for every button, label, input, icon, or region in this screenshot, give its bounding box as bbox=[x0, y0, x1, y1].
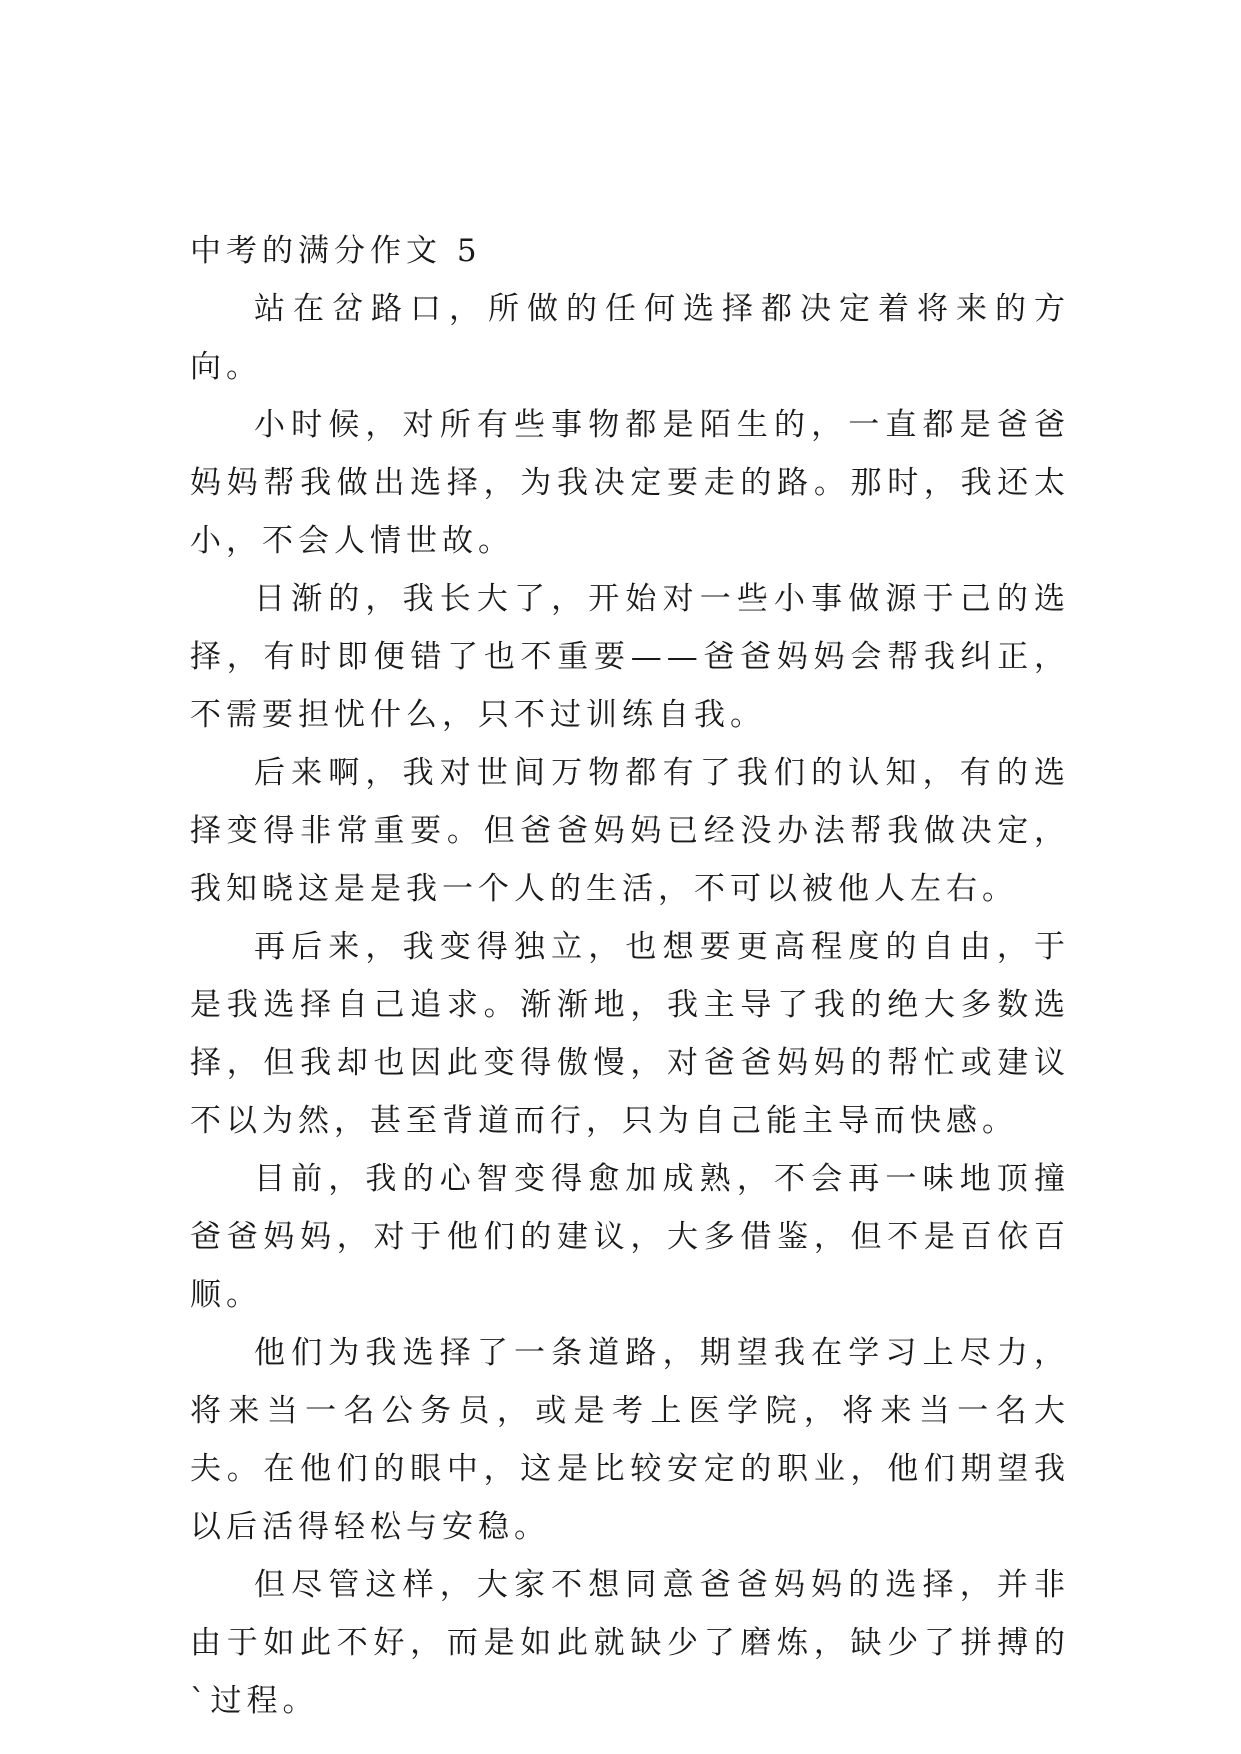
paragraph-6: 目前，我的心智变得愈加成熟，不会再一味地顶撞爸爸妈妈，对于他们的建议，大多借鉴，但不是百依百顺。 bbox=[190, 1161, 1070, 1313]
essay-body bbox=[190, 222, 1070, 1730]
paragraph-5: 再后来，我变得独立，也想要更高程度的自由，于是我选择自己追求。渐渐地，我主导了我的绝大多数选择，但我却也因此变得傲慢，对爸爸妈妈的帮忙或建议不以为然，甚至背道而行，只为自己能主导而快感。 bbox=[190, 929, 1070, 1139]
essay-title: 中考的满分作文 5 bbox=[190, 233, 482, 269]
paragraph-2: 小时候，对所有些事物都是陌生的，一直都是爸爸妈妈帮我做出选择，为我决定要走的路。那时，我还太小，不会人情世故。 bbox=[190, 407, 1070, 559]
paragraph-1: 站在岔路口，所做的任何选择都决定着将来的方向。 bbox=[190, 291, 1070, 385]
paragraph-4: 后来啊，我对世间万物都有了我们的认知，有的选择变得非常重要。但爸爸妈妈已经没办法帮我做决定，我知晓这是是我一个人的生活，不可以被他人左右。 bbox=[190, 755, 1070, 907]
paragraph-8: 但尽管这样，大家不想同意爸爸妈妈的选择，并非由于如此不好，而是如此就缺少了磨炼，缺少了拼搏的`过程。 bbox=[190, 1567, 1070, 1719]
paragraph-3: 日渐的，我长大了，开始对一些小事做源于己的选择，有时即便错了也不重要——爸爸妈妈会帮我纠正，不需要担忧什么，只不过训练自我。 bbox=[190, 581, 1070, 733]
paragraph-7: 他们为我选择了一条道路，期望我在学习上尽力，将来当一名公务员，或是考上医学院，将来当一名大夫。在他们的眼中，这是比较安定的职业，他们期望我以后活得轻松与安稳。 bbox=[190, 1335, 1070, 1545]
